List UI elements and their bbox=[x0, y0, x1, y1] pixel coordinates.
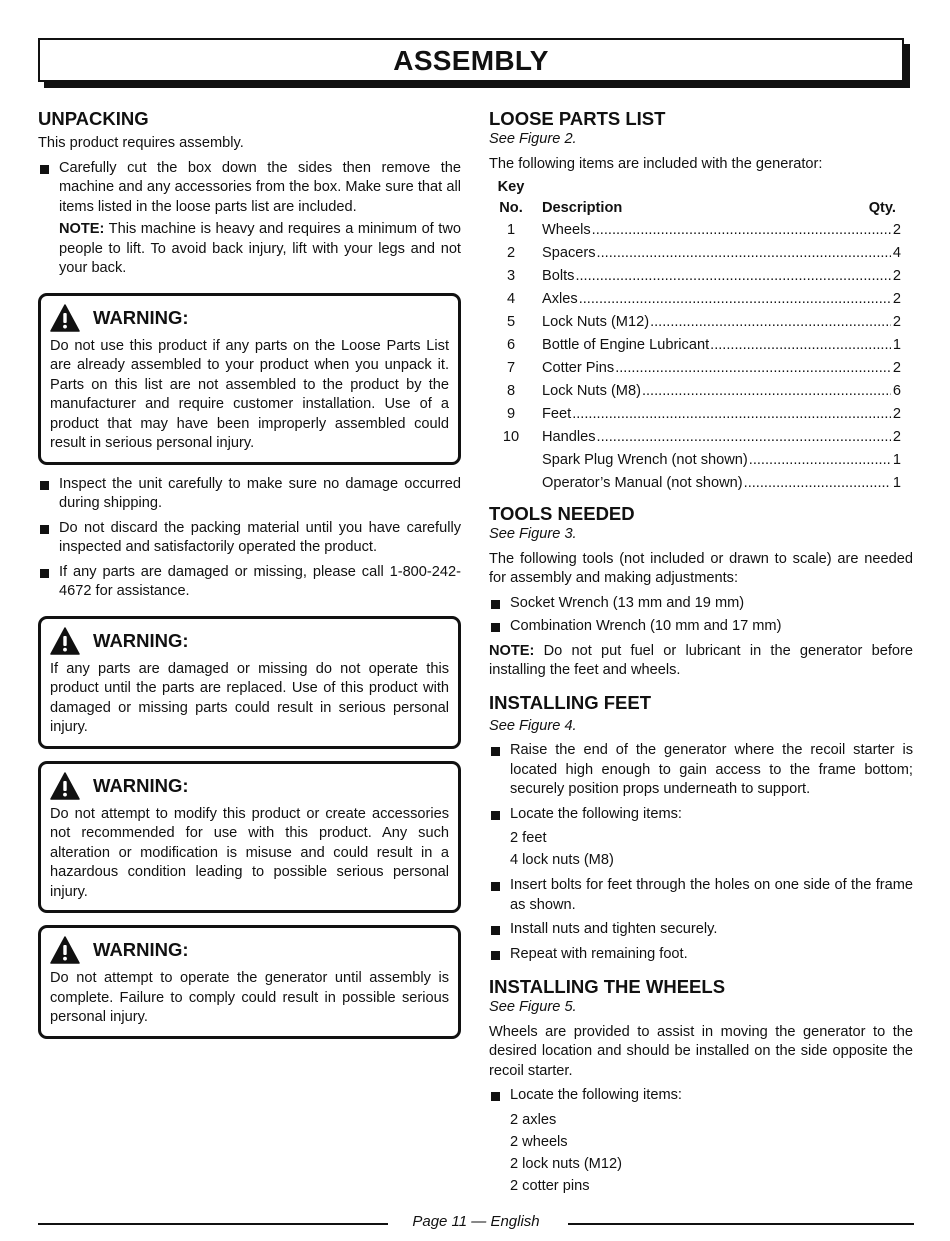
unpacking-list bbox=[38, 159, 461, 218]
dot-leader bbox=[597, 428, 891, 448]
part-description: Wheels bbox=[542, 222, 591, 238]
page-title: ASSEMBLY bbox=[38, 38, 904, 82]
note-label: NOTE: bbox=[59, 221, 105, 237]
note-text: This machine is heavy and requires a minimum of two people to lift. To avoid back injury, lift with your legs and not your back. bbox=[59, 221, 461, 276]
table-row bbox=[489, 382, 913, 405]
part-qty: 1 bbox=[892, 337, 901, 353]
warning-box-modify bbox=[38, 761, 461, 914]
tools-intro: The following tools (not included or drawn to scale) are needed for assembly and making adjustments: bbox=[489, 550, 913, 586]
dot-leader bbox=[579, 290, 891, 310]
note-label: NOTE: bbox=[489, 642, 535, 659]
warning-box-damaged-parts bbox=[38, 616, 461, 749]
right-column bbox=[489, 108, 913, 1197]
part-qty: 6 bbox=[892, 383, 901, 399]
part-description: Bolts bbox=[542, 268, 575, 284]
wheels-intro: Wheels are provided to assist in moving the generator to the desired location and should be installed on the side opposite the recoil starter. bbox=[489, 1023, 913, 1079]
parts-table-body bbox=[489, 221, 913, 497]
feet-steps-list bbox=[489, 741, 913, 964]
list-item: Install nuts and tighten securely. bbox=[489, 920, 913, 940]
part-key: 2 bbox=[506, 245, 516, 261]
inspection-list bbox=[38, 475, 461, 602]
list-item: Inspect the unit carefully to make sure no damage occurred during shipping. bbox=[38, 475, 461, 514]
table-row bbox=[489, 474, 913, 497]
key-column-label: No. bbox=[499, 200, 523, 216]
sub-item: 2 wheels bbox=[510, 1133, 568, 1150]
part-key: 5 bbox=[506, 314, 516, 330]
note-text: Do not put fuel or lubricant in the generator before installing the feet and wheels. bbox=[489, 642, 913, 678]
part-description-cell bbox=[542, 359, 892, 379]
part-description: Lock Nuts (M8) bbox=[542, 383, 641, 399]
table-row bbox=[489, 428, 913, 451]
tools-note bbox=[489, 642, 913, 681]
figure-reference: See Figure 2. bbox=[489, 131, 577, 147]
part-description-cell bbox=[542, 313, 892, 333]
list-item: Combination Wrench (10 mm and 17 mm) bbox=[489, 617, 913, 637]
warning-triangle-icon bbox=[50, 627, 80, 655]
loose-parts-heading: LOOSE PARTS LIST bbox=[489, 108, 666, 129]
list-item: Raise the end of the generator where the recoil starter is located high enough to gain access to the frame bottom; securely position props underneath to support. bbox=[489, 741, 913, 800]
left-column bbox=[38, 108, 461, 1039]
dot-leader bbox=[650, 313, 891, 333]
warning-text: Do not attempt to operate the generator until assembly is complete. Failure to comply could result in possible serious personal injury. bbox=[50, 970, 449, 1025]
dot-leader bbox=[572, 405, 891, 425]
part-qty: 2 bbox=[892, 314, 901, 330]
table-row bbox=[489, 290, 913, 313]
part-key: 1 bbox=[506, 222, 516, 238]
parts-table-header-row bbox=[489, 178, 913, 199]
part-description: Operator’s Manual (not shown) bbox=[542, 475, 743, 491]
warning-header bbox=[50, 934, 449, 966]
part-description: Handles bbox=[542, 429, 596, 445]
sub-item: 2 lock nuts (M12) bbox=[510, 1155, 622, 1172]
list-item: Socket Wrench (13 mm and 19 mm) bbox=[489, 594, 913, 614]
dot-leader bbox=[744, 474, 891, 494]
loose-parts-table bbox=[489, 178, 913, 497]
warning-title: WARNING: bbox=[93, 774, 189, 796]
list-item: Do not discard the packing material until you have carefully inspected and satisfactorily operated the product. bbox=[38, 519, 461, 558]
warning-box-loose-parts bbox=[38, 293, 461, 465]
warning-triangle-icon bbox=[50, 772, 80, 800]
dot-leader bbox=[642, 382, 891, 402]
unpacking-intro: This product requires assembly. bbox=[38, 135, 244, 151]
part-description-cell bbox=[542, 336, 892, 356]
part-qty: 1 bbox=[892, 475, 901, 491]
page-number: Page 11 — English bbox=[412, 1213, 540, 1230]
qty-column-label: Qty. bbox=[868, 200, 896, 216]
list-item: If any parts are damaged or missing, please call 1-800-242-4672 for assistance. bbox=[38, 563, 461, 602]
part-description: Cotter Pins bbox=[542, 360, 615, 376]
table-row bbox=[489, 359, 913, 382]
part-description: Lock Nuts (M12) bbox=[542, 314, 650, 330]
table-row bbox=[489, 451, 913, 474]
part-qty: 2 bbox=[892, 406, 901, 422]
part-key: 6 bbox=[506, 337, 516, 353]
list-item bbox=[489, 805, 913, 872]
warning-title: WARNING: bbox=[93, 629, 189, 651]
dot-leader bbox=[710, 336, 891, 356]
part-description-cell bbox=[542, 267, 892, 287]
warning-triangle-icon bbox=[50, 304, 80, 332]
part-qty: 2 bbox=[892, 429, 901, 445]
unpacking-note bbox=[38, 220, 461, 279]
dot-leader bbox=[575, 267, 891, 287]
table-row bbox=[489, 336, 913, 359]
key-column-label: Key bbox=[497, 179, 525, 195]
warning-title: WARNING: bbox=[93, 306, 189, 328]
step-text: Locate the following items: bbox=[510, 1087, 682, 1103]
part-qty: 1 bbox=[892, 452, 901, 468]
warning-triangle-icon bbox=[50, 936, 80, 964]
page-title-banner bbox=[38, 38, 910, 88]
figure-reference: See Figure 3. bbox=[489, 526, 577, 542]
part-description-cell bbox=[542, 290, 892, 310]
table-row bbox=[489, 405, 913, 428]
part-description: Bottle of Engine Lubricant bbox=[542, 337, 710, 353]
dot-leader bbox=[597, 244, 891, 264]
part-qty: 2 bbox=[892, 222, 901, 238]
table-row bbox=[489, 313, 913, 336]
warning-text: Do not attempt to modify this product or create accessories not recommended for use with this product. Any such alteration or modification is misuse and could result in a hazardous condition leading to possible serious personal injury. bbox=[50, 805, 449, 900]
table-row bbox=[489, 221, 913, 244]
part-description: Spark Plug Wrench (not shown) bbox=[542, 452, 748, 468]
part-key: 3 bbox=[506, 268, 516, 284]
part-key: 4 bbox=[506, 291, 516, 307]
part-description-cell bbox=[542, 244, 892, 264]
sub-item: 2 feet bbox=[510, 830, 547, 846]
unpacking-heading: UNPACKING bbox=[38, 108, 149, 129]
dot-leader bbox=[615, 359, 891, 379]
part-description-cell bbox=[542, 474, 892, 494]
dot-leader bbox=[749, 451, 891, 471]
table-row bbox=[489, 244, 913, 267]
step-text: Locate the following items: bbox=[510, 805, 682, 822]
list-item: Insert bolts for feet through the holes on one side of the frame as shown. bbox=[489, 876, 913, 915]
installing-feet-heading: INSTALLING FEET bbox=[489, 691, 652, 713]
sub-item: 4 lock nuts (M8) bbox=[510, 852, 614, 868]
part-qty: 2 bbox=[892, 360, 901, 376]
part-key: 8 bbox=[506, 383, 516, 399]
part-key: 9 bbox=[506, 406, 516, 422]
warning-text: If any parts are damaged or missing do not operate this product until the parts are replaced. Use of this product with damaged or missing parts could result in serious personal injury. bbox=[50, 660, 449, 735]
page-footer bbox=[38, 1210, 914, 1234]
parts-table-header-row bbox=[489, 199, 913, 221]
part-key: 7 bbox=[506, 360, 516, 376]
list-item: Carefully cut the box down the sides then remove the machine and any accessories from the box. Make sure that all items listed in the loose parts list are included. bbox=[38, 159, 461, 218]
tools-heading: TOOLS NEEDED bbox=[489, 503, 635, 524]
part-qty: 2 bbox=[892, 268, 901, 284]
description-column-label: Description bbox=[542, 200, 623, 216]
part-qty: 4 bbox=[892, 245, 901, 261]
list-item: Repeat with remaining foot. bbox=[489, 945, 913, 965]
warning-text: Do not use this product if any parts on the Loose Parts List are already assembled to your product when you unpack it. Parts on this list are not assembled to the product by the manufacturer and require customer installation. Use of a product that may have been improperly assembled could result in serious personal injury. bbox=[50, 337, 449, 451]
table-row bbox=[489, 267, 913, 290]
part-description-cell bbox=[542, 382, 892, 402]
part-description-cell bbox=[542, 221, 892, 241]
part-description-cell bbox=[542, 405, 892, 425]
warning-title: WARNING: bbox=[93, 939, 189, 961]
part-key: 10 bbox=[502, 429, 520, 445]
tools-list bbox=[489, 594, 913, 637]
dot-leader bbox=[592, 221, 891, 241]
installing-wheels-heading: INSTALLING THE WHEELS bbox=[489, 976, 726, 997]
figure-reference: See Figure 5. bbox=[489, 999, 577, 1015]
part-description: Axles bbox=[542, 291, 578, 307]
part-qty: 2 bbox=[892, 291, 901, 307]
loose-parts-intro: The following items are included with the generator: bbox=[489, 155, 823, 172]
warning-box-operate bbox=[38, 925, 461, 1039]
figure-reference: See Figure 4. bbox=[489, 717, 577, 734]
part-description-cell bbox=[542, 451, 892, 471]
list-item bbox=[489, 1086, 913, 1197]
part-description: Feet bbox=[542, 406, 572, 422]
part-description: Spacers bbox=[542, 245, 596, 261]
warning-header bbox=[50, 625, 449, 657]
wheels-steps-list bbox=[489, 1086, 913, 1197]
part-description-cell bbox=[542, 428, 892, 448]
sub-item: 2 cotter pins bbox=[510, 1177, 590, 1194]
warning-header bbox=[50, 302, 449, 334]
sub-item: 2 axles bbox=[510, 1111, 557, 1128]
warning-header bbox=[50, 770, 449, 802]
